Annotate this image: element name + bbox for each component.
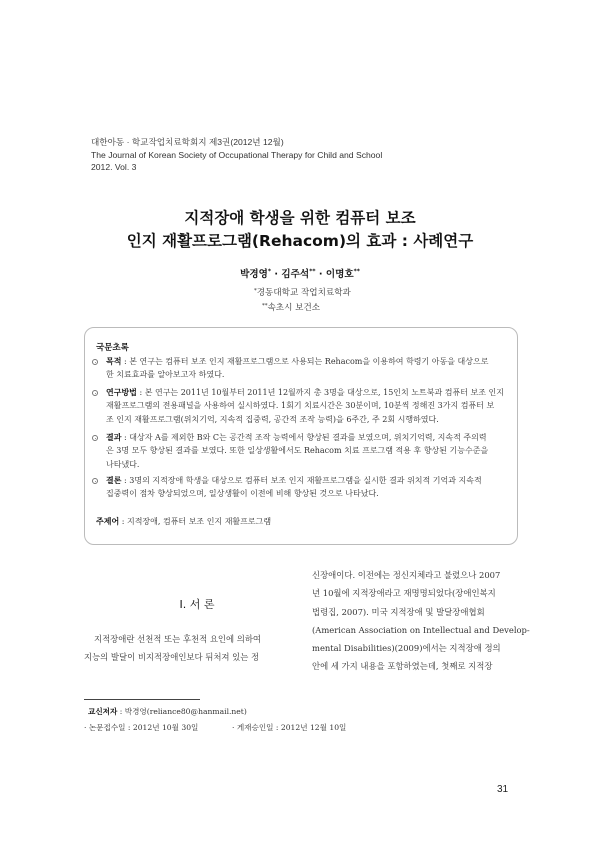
affiliations [254,285,351,315]
body-line: mental Disabilities)(2009)에서는 지적장애 정의 [312,643,501,654]
abstract-item-purpose: 목적 : 본 연구는 컴퓨터 보조 인지 재활프로그램으로 사용되는 Rehacom을 이용하여 학령기 아동을 대상으로 한 치료효과를 알아보고자 하였다. [92,355,510,382]
body-line: 신장애이다. 이전에는 정신지체라고 불렸으나 2007 [312,570,501,580]
abstract-label: 목적 [106,357,122,366]
abstract-line: 대상자 A를 제외한 B와 C는 공간적 조작 능력에서 향상된 결과를 보였으며, 위치기억력, 지속적 주의력 [129,433,487,442]
abstract-item-results: 결과 : 대상자 A를 제외한 B와 C는 공간적 조작 능력에서 향상된 결과를 보였으며, 위치기억력, 지속적 주의력 은 3명 모두 향상된 결과를 보였다. 또한 일상생활에서도 Rehacom 치료 프로그램 적용 후 향상된 기능수준을 나타냈다. [92,431,510,471]
paper-title-line-2: 인지 재활프로그램(Rehacom)의 효과 : 사례연구 [126,232,474,250]
abstract-label: 결과 [106,433,122,442]
abstract-label: 연구방법 [106,388,137,397]
body-line: (American Association on Intellectual and Develop- [312,624,530,635]
abstract-line: 한 치료효과를 알아보고자 하였다. [106,370,225,380]
body-right-column [312,566,530,676]
paper-title [0,207,600,253]
body-left-column [84,630,310,667]
footnote-divider [84,699,200,700]
affiliation-mark: ** [262,303,268,309]
author-mark: ** [353,268,360,275]
author-mark: * [267,268,272,275]
affiliation-text: 경동대학교 작업치료학과 [256,288,351,298]
author-mark: ** [309,268,316,275]
corresponding-label: 교신저자 [88,707,118,716]
abstract-line: 본 연구는 컴퓨터 보조 인지 재활프로그램으로 사용되는 Rehacom을 이용하여 학령기 아동을 대상으로 [129,357,489,366]
author-list [0,266,600,280]
author-separator: · [274,269,279,280]
body-line: 년 10월에 지적장애라고 재명명되었다(장애인복지 [312,588,496,599]
bullet-icon [92,390,98,396]
keywords: 주제어 : 지적장애, 컴퓨터 보조 인지 재활프로그램 [96,517,272,526]
affiliation-mark: * [254,288,257,294]
journal-volume: 2012. Vol. 3 [91,162,137,172]
body-line: 지능의 발달이 비지적장애인보다 뒤처져 있는 정 [84,652,260,663]
abstract-item-conclusion: 결론 : 3명의 지적장애 학생을 대상으로 컴퓨터 보조 인지 재활프로그램을 실시한 결과 위치적 기억과 지속적 집중력이 점차 향상되었으며, 일상생활이 이전에 비해 향상된 것으로 나타났다. [92,474,510,501]
abstract-line: 본 연구는 2011년 10월부터 2011년 12월까지 총 3명을 대상으로, 15인치 노트북과 컴퓨터 보조 인지 [144,388,504,397]
journal-header [91,136,382,174]
body-line: 안에 세 가지 내용을 포함하였는데, 첫째로 지적장 [312,661,493,672]
author-name: 이명호 [325,269,354,280]
author-name: 김주석 [281,269,310,280]
bullet-icon [92,478,98,484]
received-date: · 논문접수일 : 2012년 10월 30일 [84,723,199,732]
bullet-icon [92,359,98,365]
abstract-line: 은 3명 모두 향상된 결과를 보였다. 또한 일상생활에서도 Rehacom 치료 프로그램 적용 후 향상된 기능수준을 [106,446,489,456]
abstract-heading: 국문초록 [96,343,129,353]
abstract-line: 집중력이 점차 향상되었으며, 일상생활이 이전에 비해 향상된 것으로 나타났다. [106,489,379,499]
journal-name-korean: 대한아동 · 학교작업치료학회지 제3권(2012년 12월) [91,137,284,147]
abstract-label: 결론 [106,476,122,485]
section-title: I. 서 론 [179,598,215,611]
affiliation-text: 속초시 보건소 [267,303,321,313]
body-line: 지적장애란 선천적 또는 후천적 요인에 의하여 [94,634,262,644]
page-number: 31 [497,784,509,795]
author-separator: · [318,269,323,280]
affiliation [254,285,351,300]
author-name: 박경영 [240,269,268,280]
corresponding-text: 박경영(reliance80@hanmail.net) [124,707,247,716]
accepted-date: · 게재승인일 : 2012년 12월 10일 [232,723,347,732]
corresponding-author: 교신저자 : 박경영(reliance80@hanmail.net) [88,707,247,716]
keywords-text: 지적장애, 컴퓨터 보조 인지 재활프로그램 [126,517,272,526]
body-line: 법령집, 2007). 미국 지적장애 및 발달장애협회 [312,606,485,617]
journal-name-english: The Journal of Korean Society of Occupational Therapy for Child and School [91,149,383,160]
bullet-icon [92,435,98,441]
paper-title-line-1: 지적장애 학생을 위한 컴퓨터 보조 [184,209,416,227]
keywords-label: 주제어 [96,517,120,526]
affiliation [262,300,351,315]
abstract-item-methods: 연구방법 : 본 연구는 2011년 10월부터 2011년 12월까지 총 3명을 대상으로, 15인치 노트북과 컴퓨터 보조 인지 재활프로그램의 전용패널을 사용하여 실시하였다. 1회기 치료시간은 30분이며, 10분씩 정해진 3가지 컴퓨터 보 조 인지 재활프로그램(위치기억, 지속적 집중력, 공간적 조작 능력)을 6주간, 주 2회 시행하였다. [92,386,510,426]
abstract-line: 조 인지 재활프로그램(위치기억, 지속적 집중력, 공간적 조작 능력)을 6주간, 주 2회 시행하였다. [106,414,439,424]
abstract-line: 나타냈다. [106,459,140,469]
abstract-line: 3명의 지적장애 학생을 대상으로 컴퓨터 보조 인지 재활프로그램을 실시한 결과 위치적 기억과 지속적 [129,476,482,485]
abstract-line: 재활프로그램의 전용패널을 사용하여 실시하였다. 1회기 치료시간은 30분이며, 10분씩 정해진 3가지 컴퓨터 보 [106,401,495,411]
